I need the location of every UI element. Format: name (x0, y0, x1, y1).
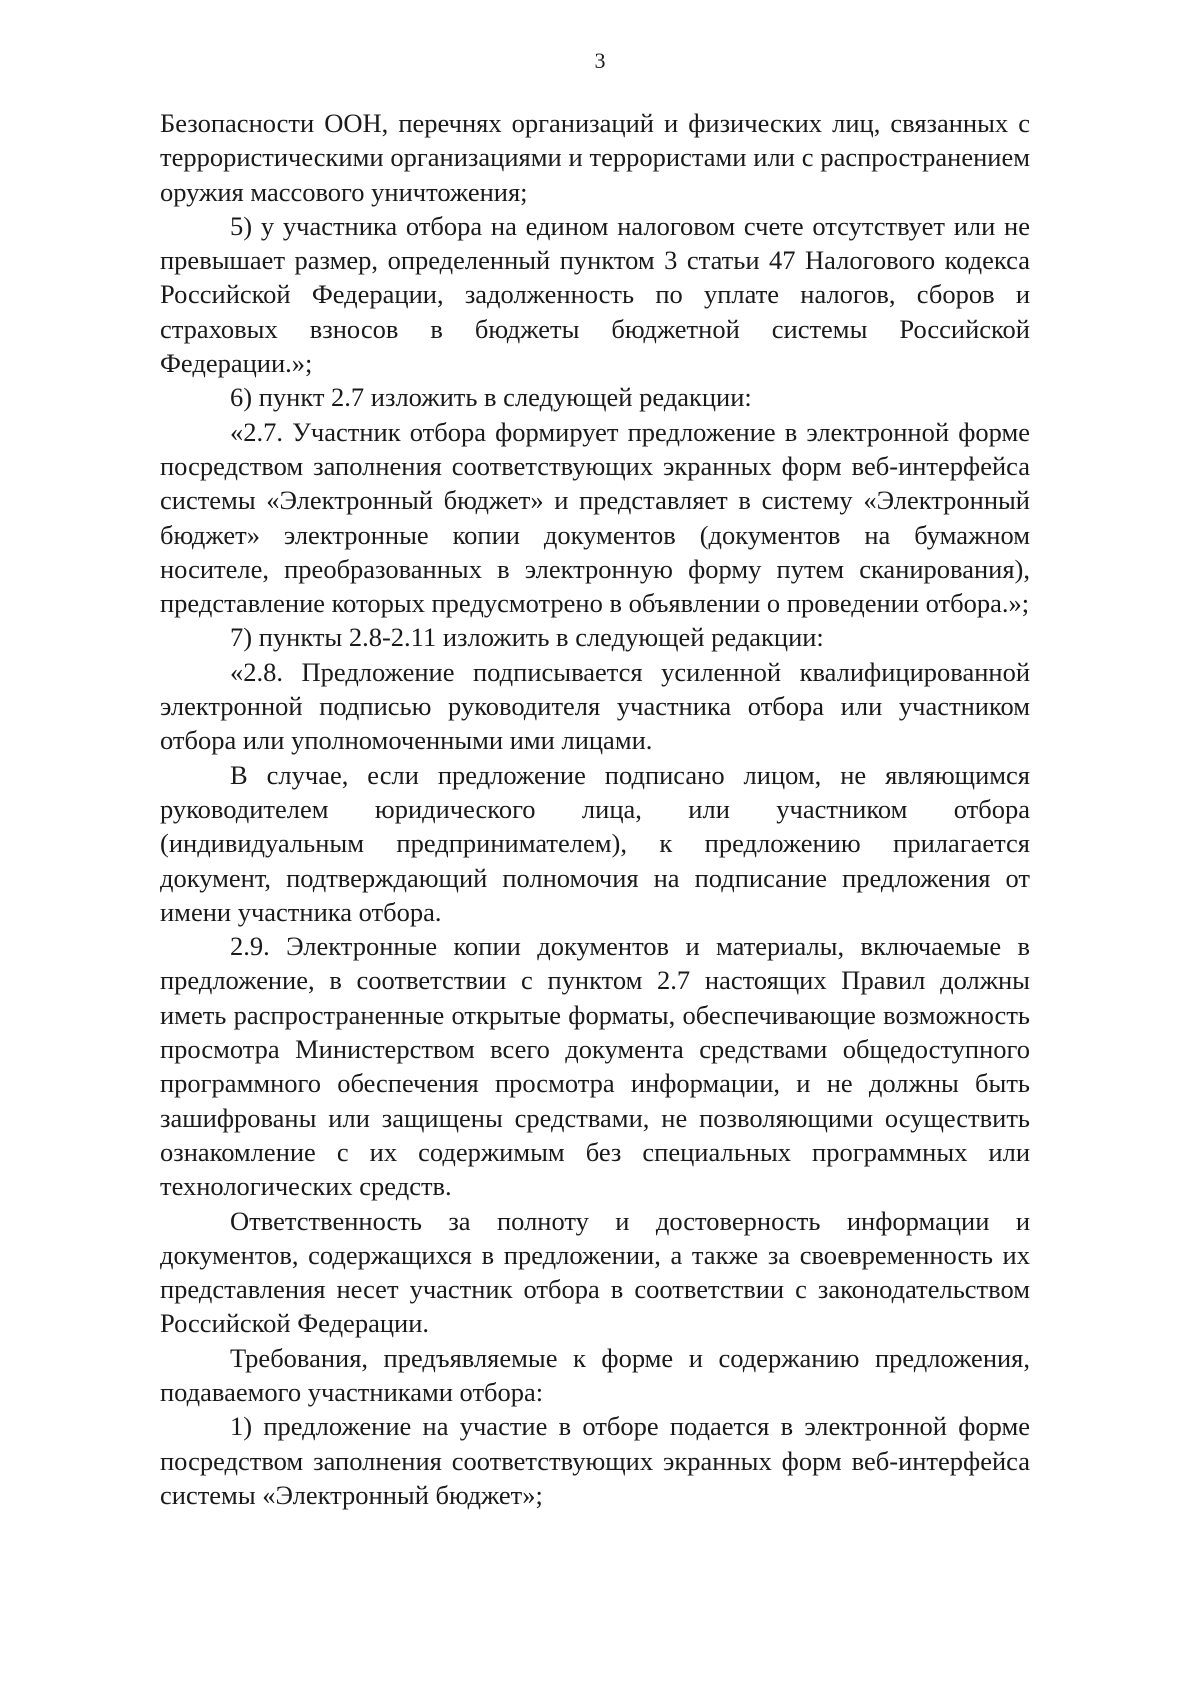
paragraph-requirement-1: 1) предложение на участие в отборе подается в электронной форме посредством заполнения соответствующих экранных форм веб-интерфейса системы «Электронный бюджет»; (160, 1411, 1030, 1510)
paragraph-signature-case: В случае, если предложение подписано лицом, не являющимся руководителем юридического лица, или участником отбора (индивидуальным предпринимателем), к предложению прилагается документ, подтверждающий полномочия на подписание предложения от имени участника отбора. (160, 759, 1030, 927)
paragraph-clause-2-8: «2.8. Предложение подписывается усиленной квалифицированной электронной подписью руководителя участника отбора или участником отбора или уполномоченными ими лицами. (160, 656, 1030, 756)
paragraph-clause-2-9: 2.9. Электронные копии документов и материалы, включаемые в предложение, в соответствии с пунктом 2.7 настоящих Правил должны иметь распространенные открытые форматы, обеспечивающие возможность просмотра Министерством всего документа средствами общедоступного программного обеспечения просмотра информации, и не должны быть зашифрованы или защищены средствами, не позволяющими осуществить ознакомление с их содержимым без специальных программных или технологических средств. (160, 931, 1030, 1202)
document-body (160, 106, 1030, 1512)
paragraph-clause-2-7: «2.7. Участник отбора формирует предложение в электронной форме посредством заполнения соответствующих экранных форм веб-интерфейса системы «Электронный бюджет» и представляет в систему «Электронный бюджет» электронные копии документов (документов на бумажном носителе, преобразованных в электронную форму путем сканирования), представление которых предусмотрено в объявлении о проведении отбора.»; (160, 416, 1030, 619)
paragraph-item-7: 7) пункты 2.8-2.11 изложить в следующей редакции: (230, 622, 824, 653)
paragraph-responsibility: Ответственность за полноту и достоверность информации и документов, содержащихся в предложении, а также за своевременность их представления несет участник отбора в соответствии с законодательством Российской Федерации. (160, 1205, 1030, 1339)
paragraph-item-6: 6) пункт 2.7 изложить в следующей редакции: (230, 382, 752, 413)
paragraph-requirements: Требования, предъявляемые к форме и содержанию предложения, подаваемого участниками отбора: (160, 1342, 1030, 1407)
paragraph-item-5: 5) у участника отбора на едином налоговом счете отсутствует или не превышает размер, определенный пунктом 3 статьи 47 Налогового кодекса Российской Федерации, задолженность по уплате налогов, сборов и страховых взносов в бюджеты бюджетной системы Российской Федерации.»; (160, 210, 1030, 379)
paragraph-continuation: Безопасности ООН, перечнях организаций и физических лиц, связанных с террористическими организациями и террористами или с распространением оружия массового уничтожения; (160, 108, 1030, 207)
page-number: 3 (594, 48, 606, 73)
